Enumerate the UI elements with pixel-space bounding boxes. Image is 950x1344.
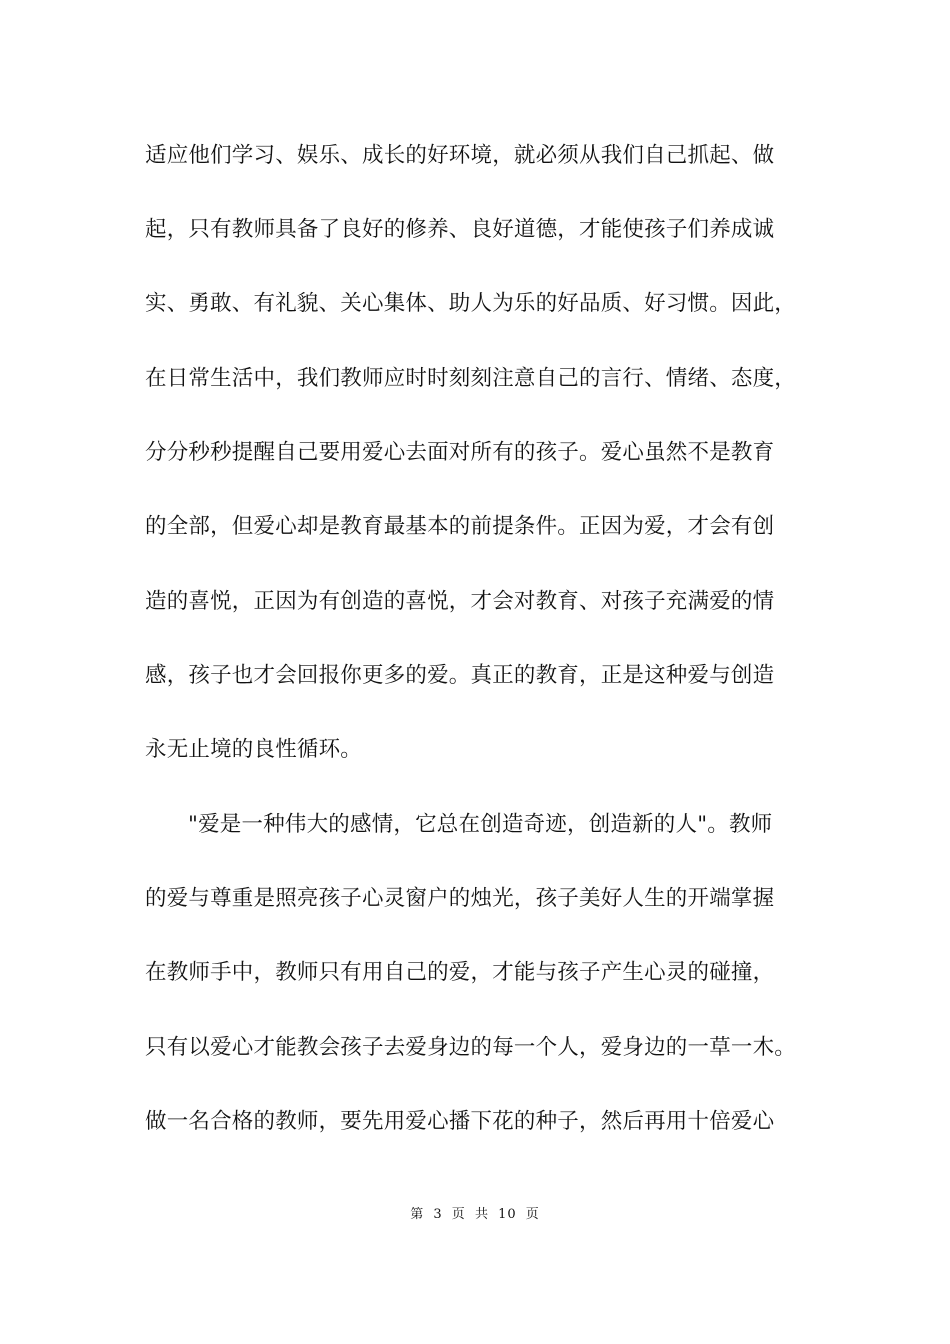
paragraph-line: 适应他们学习、娱乐、成长的好环境，就必须从我们自己抓起、做	[145, 143, 775, 168]
footer-page-prefix: 第	[410, 1207, 425, 1222]
footer-total-pages: 10	[498, 1207, 517, 1222]
paragraph-line: 做一名合格的教师，要先用爱心播下花的种子，然后再用十倍爱心	[145, 1109, 775, 1134]
footer-page-unit: 页	[451, 1207, 466, 1222]
paragraph-line: 造的喜悦，正因为有创造的喜悦，才会对教育、对孩子充满爱的情	[145, 589, 775, 614]
paragraph-line: 感，孩子也才会回报你更多的爱。真正的教育，正是这种爱与创造	[145, 663, 775, 688]
paragraph-line: 在日常生活中，我们教师应时时刻刻注意自己的言行、情绪、态度，	[145, 366, 797, 391]
paragraph-line: 永无止境的良性循环。	[145, 737, 363, 762]
paragraph-first-line: "爱是一种伟大的感情，它总在创造奇迹，创造新的人"。教师	[188, 812, 773, 837]
paragraph-line: 的爱与尊重是照亮孩子心灵窗户的烛光，孩子美好人生的开端掌握	[145, 886, 775, 911]
paragraph-line: 的全部，但爱心却是教育最基本的前提条件。正因为爱，才会有创	[145, 514, 775, 539]
paragraph-line: 起，只有教师具备了良好的修养、良好道德，才能使孩子们养成诚	[145, 217, 775, 242]
paragraph-line: 在教师手中，教师只有用自己的爱，才能与孩子产生心灵的碰撞，	[145, 960, 775, 985]
paragraph-line: 实、勇敢、有礼貌、关心集体、助人为乐的好品质、好习惯。因此，	[145, 291, 797, 316]
paragraph-line: 分分秒秒提醒自己要用爱心去面对所有的孩子。爱心虽然不是教育	[145, 440, 775, 465]
paragraph-line: 只有以爱心才能教会孩子去爱身边的每一个人，爱身边的一草一木。	[145, 1035, 797, 1060]
footer-total-prefix: 共	[474, 1207, 489, 1222]
footer-total-unit: 页	[525, 1207, 540, 1222]
page-number-footer	[0, 1206, 950, 1224]
footer-current-page: 3	[433, 1207, 443, 1222]
